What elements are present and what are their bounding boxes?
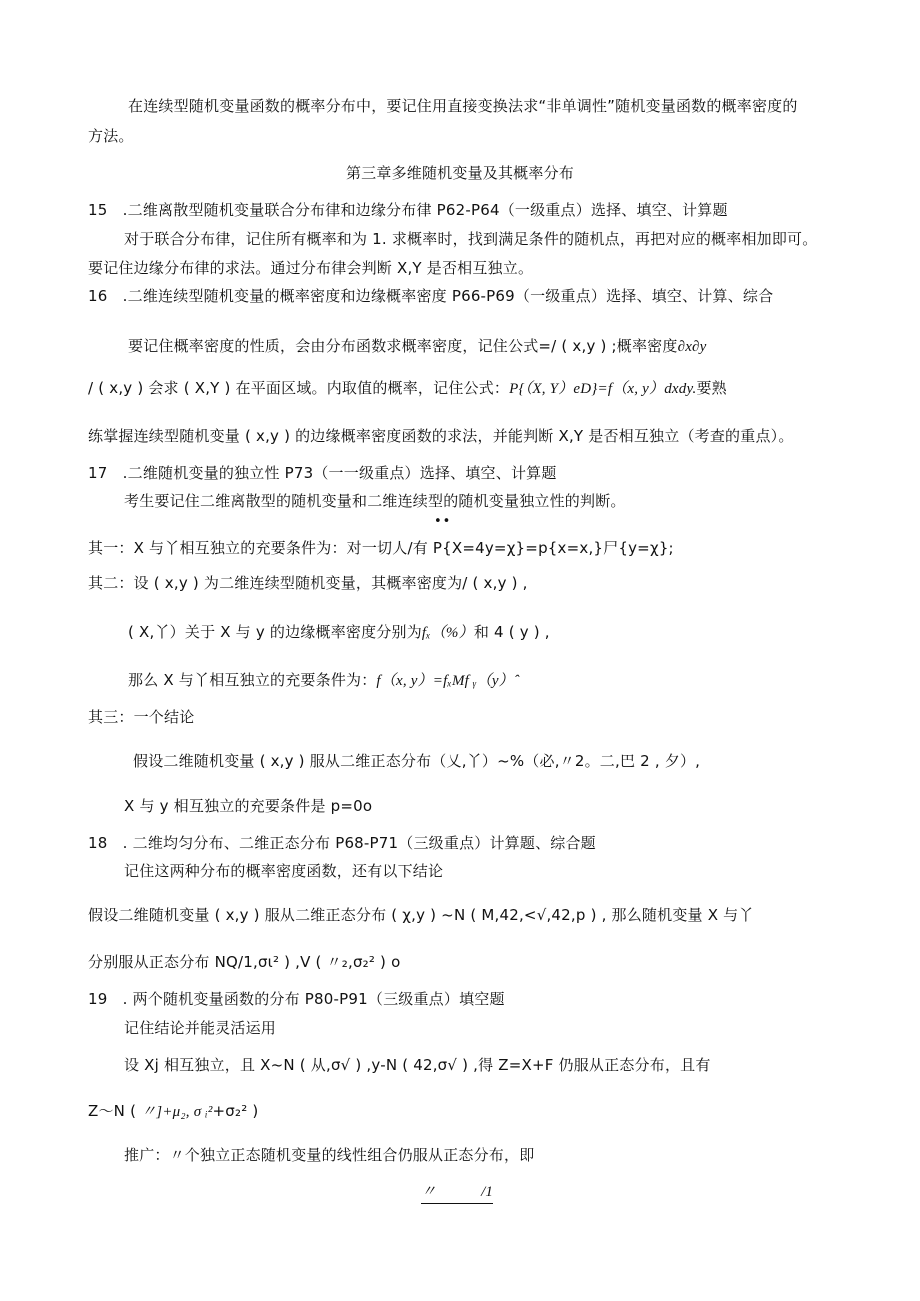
section-18-para-3: 分别服从正态分布 NQ/1,σι² ) ,V ( 〃₂,σ₂² ) o	[88, 953, 401, 971]
section-17-condition-3c: X 与 y 相互独立的充要条件是 p=0o	[124, 797, 373, 815]
marginal-density-text: ( X,丫）关于 X 与 y 的边缘概率密度分别为	[128, 623, 422, 641]
summation-fraction: 〃 /1	[421, 1182, 493, 1204]
section-15-title: 15 .二维离散型随机变量联合分布律和边缘分布律 P62-P64（一级重点）选择、填空、计算题	[88, 201, 728, 219]
intro-line-1: 在连续型随机变量函数的概率分布中，要记住用直接变换法求“非单调性”随机变量函数的概率密度的	[128, 97, 798, 115]
independence-condition-text: 那么 X 与丫相互独立的充要条件为：	[128, 671, 377, 689]
sum-distribution-tail: +σ₂² )	[212, 1102, 259, 1120]
partial-derivative-formula: ∂x∂y	[677, 339, 707, 355]
section-15-para-1: 对于联合分布律，记住所有概率和为 1. 求概率时，找到满足条件的随机点，再把对应的概率相加即可。	[124, 230, 818, 248]
section-17-condition-3b: 假设二维随机变量 ( x,y ) 服从二维正态分布（乂,丫）~%（必,〃2。二,巴 2 , 夕）,	[133, 752, 701, 770]
section-19-para-4: 推广：〃个独立正态随机变量的线性组合仍服从正态分布，即	[124, 1146, 535, 1164]
section-16-para-1-text: 要记住概率密度的性质，会由分布函数求概率密度，记住公式=/ ( x,y ) ;概率密度	[128, 337, 678, 355]
section-19-para-1: 记住结论并能灵活运用	[124, 1019, 277, 1037]
section-17-condition-1: 其一：X 与丫相互独立的充要条件为：对一切人/有 P{X=4y=χ}=p{x=x,}尸{y=χ};	[88, 539, 674, 557]
section-19-para-2: 设 Xj 相互独立，且 X~N ( 从,σ√ ) ,y-N ( 42,σ√ ) ,得 Z=X+F 仍服从正态分布，且有	[124, 1056, 711, 1074]
marginal-density-tail: 和 4 ( y ) ,	[473, 623, 550, 641]
chapter-title: 第三章多维随机变量及其概率分布	[345, 164, 574, 182]
section-16-para-2	[88, 378, 727, 399]
section-16-para-2-tail: 要熟	[696, 379, 727, 397]
section-17-para-1: 考生要记住二维离散型的随机变量和二维连续型的随机变量独立性的判断。	[124, 492, 626, 510]
intro-line-2: 方法。	[88, 127, 134, 145]
section-18-title: 18 . 二维均匀分布、二维正态分布 P68-P71（三级重点）计算题、综合题	[88, 834, 596, 852]
section-16-para-1	[128, 336, 707, 357]
sum-distribution-text: Z〜N (	[88, 1102, 137, 1120]
section-17-condition-3: 其三：一个结论	[88, 708, 195, 726]
independence-formula: f（x, y）=fₓMf ᵧ（y）ˆ	[376, 673, 520, 689]
section-17-condition-2b	[128, 622, 550, 643]
section-19-para-3	[88, 1101, 258, 1122]
section-16-title: 16 .二维连续型随机变量的概率密度和边缘概率密度 P66-P69（一级重点）选择、填空、计算、综合	[88, 287, 774, 305]
emphasis-dots: ••	[434, 514, 452, 529]
section-18-para-1: 记住这两种分布的概率密度函数，还有以下结论	[124, 862, 444, 880]
section-17-title: 17 .二维随机变量的独立性 P73（一一级重点）选择、填空、计算题	[88, 464, 557, 482]
section-18-para-2: 假设二维随机变量 ( x,y ) 服从二维正态分布 ( χ,y ) ~N ( M,42,<√,42,p ) , 那么随机变量 X 与丫	[88, 906, 754, 924]
section-19-title: 19 . 两个随机变量函数的分布 P80-P91（三级重点）填空题	[88, 990, 505, 1008]
section-17-condition-2: 其二：设 ( x,y ) 为二维连续型随机变量，其概率密度为/ ( x,y ) ,	[88, 574, 528, 592]
section-17-condition-2c	[128, 670, 519, 691]
sum-distribution-formula: 〃]+μ₂, σ ᵢ²	[141, 1104, 213, 1120]
marginal-density-formula: fₓ（%）	[421, 625, 474, 641]
probability-formula: P{（X, Y）eD}=f（x, y）dxdy.	[509, 381, 697, 397]
section-15-para-2: 要记住边缘分布律的求法。通过分布律会判断 X,Y 是否相互独立。	[88, 259, 534, 277]
section-16-para-2-text: / ( x,y ) 会求 ( X,Y ) 在平面区域。内取值的概率，记住公式：	[88, 379, 510, 397]
section-16-para-3: 练掌握连续型随机变量 ( x,y ) 的边缘概率密度函数的求法，并能判断 X,Y 是否相互独立（考查的重点）。	[88, 427, 794, 445]
